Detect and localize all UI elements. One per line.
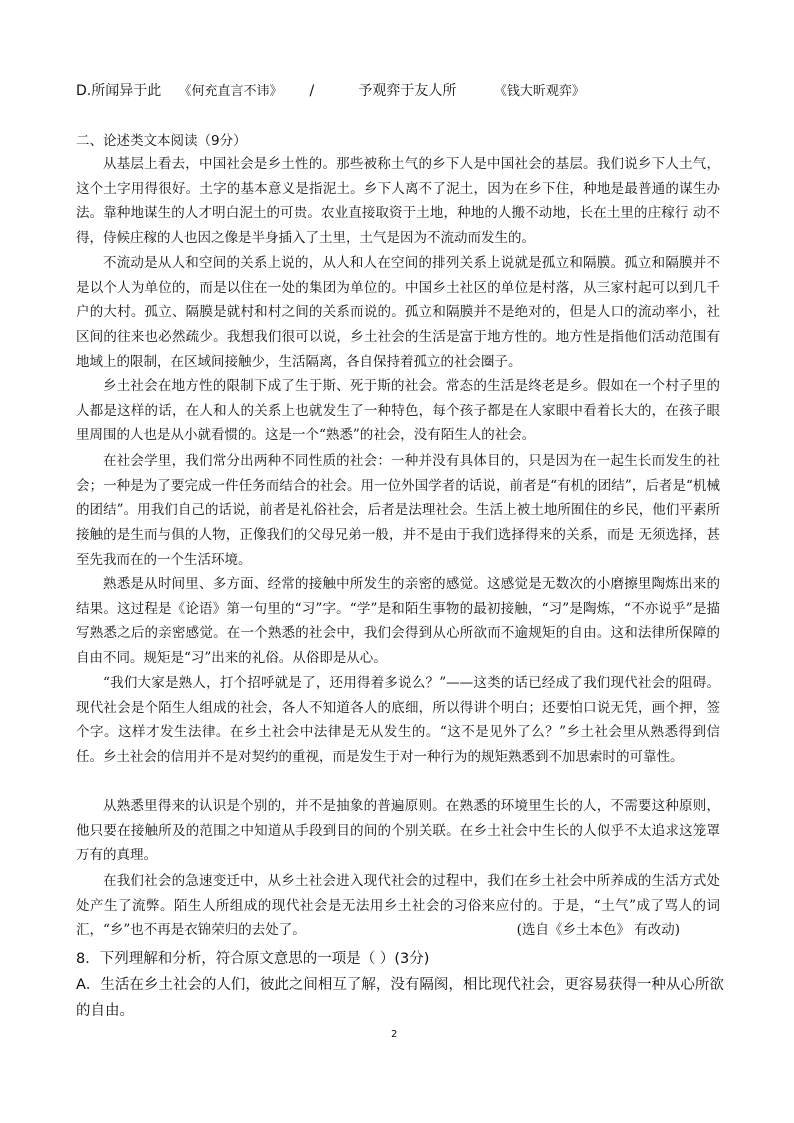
article-paragraph-2: 不流动是从人和空间的关系上说的，从人和人在空间的排列关系上说就是孤立和隔膜。孤立和隔膜并不是以个人为单位的，而是以住在一处的集团为单位的。中国乡土社区的单位是村落，从三家村起可以到几千户的大村。孤立、隔膜是就村和村之间的关系而说的。孤立和隔膜并不是绝对的，但是人口的流动率小，社区间的往来也必然疏少。我想我们很可以说，乡土社会的生活是富于地方性的。地方性是指他们活动范围有地域上的限制，在区域间接触少，生活隔离，各自保持着孤立的社会圈子。 xyxy=(76,255,720,370)
option-d-separator: / xyxy=(309,83,315,99)
option-d-line xyxy=(76,80,726,100)
option-d-source-2: 《钱大昕观弈》 xyxy=(493,84,585,99)
section-title: 二、论述类文本阅读（9分） xyxy=(76,133,247,149)
article-paragraph-4: 在社会学里，我们常分出两种不同性质的社会：一种并没有具体目的，只是因为在一起生长而发生的社会；一种是为了要完成一件任务而结合的社会。用一位外国学者的话说，前者是“有机的团结”，后者是“机械的团结”。用我们自己的话说，前者是礼俗社会，后者是法理社会。生活上被土地所囿住的乡民，他们平素所接触的是生而与俱的人物，正像我们的父母兄弟一般，并不是由于我们选择得来的关系，而是 无须选择，甚至先我而在的一个生活环境。 xyxy=(76,453,720,568)
article-paragraph-8-text: 在我们社会的急速变迁中，从乡土社会进入现代社会的过程中，我们在乡土社会中所养成的生活方式处处产生了流弊。陌生人所组成的现代社会是无法用乡土社会的习俗来应付的。于是，“土气”成了骂人的词汇，“乡”也不再是衣锦荣归的去处了。 xyxy=(76,873,720,939)
article-paragraph-6: “我们大家是熟人，打个招呼就是了，还用得着多说么？”——这类的话已经成了我们现代社会的阻碍。现代社会是个陌生人组成的社会，各人不知道各人的底细，所以得讲个明白；还要怕口说无凭，画个押，签个字。这样才发生法律。在乡土社会中法律是无从发生的。“这不是见外了么？”乡土社会里从熟悉得到信任。乡土社会的信用并不是对契约的重视，而是发生于对一种行为的规矩熟悉到不加思索时的可靠性。 xyxy=(76,675,720,766)
option-d-source-1: 《何充直言不讳》 xyxy=(178,84,283,99)
option-d-label: D.所闻异于此 xyxy=(76,83,162,99)
article-paragraph-5: 熟悉是从时间里、多方面、经常的接触中所发生的亲密的感觉。这感觉是无数次的小磨擦里陶炼出来的结果。这过程是《论语》第一句里的“习”字。“学”是和陌生事物的最初接触，“习”是陶炼，“不亦说乎”是描写熟悉之后的亲密感觉。在一个熟悉的社会中，我们会得到从心所欲而不逾规矩的自由。这和法律所保障的自由不同。规矩是“习”出来的礼俗。从俗即是从心。 xyxy=(76,576,720,667)
option-d-middle: 予观弈于友人所 xyxy=(358,83,457,99)
question-8-stem: 8．下列理解和分析，符合原文意思的一项是（ ）(3分) xyxy=(76,951,430,967)
article-source: (选自《乡土本色》 有改动) xyxy=(516,922,680,939)
question-8-option-a: A．生活在乡土社会的人们，彼此之间相互了解，没有隔阂，相比现代社会，更容易获得一种从心所欲的自由。 xyxy=(76,977,724,1019)
article-paragraph-8 xyxy=(76,869,720,943)
article-paragraph-1: 从基层上看去，中国社会是乡土性的。那些被称土气的乡下人是中国社会的基层。我们说乡下人土气，这个土字用得很好。土字的基本意义是指泥土。乡下人离不了泥土，因为在乡下住，种地是最普通的谋生办法。靠种地谋生的人才明白泥土的可贵。农业直接取资于土地，种地的人搬不动地，长在土里的庄稼行 动不得，侍候庄稼的人也因之像是半身插入了土里，土气是因为不流动而发生的。 xyxy=(76,156,720,247)
article-paragraph-7: 从熟悉里得来的认识是个别的，并不是抽象的普遍原则。在熟悉的环境里生长的人，不需要这种原则，他只要在接触所及的范围之中知道从手段到目的间的个别关联。在乡土社会中生长的人似乎不太追求这笼罩万有的真理。 xyxy=(76,798,720,864)
article-paragraph-3: 乡土社会在地方性的限制下成了生于斯、死于斯的社会。常态的生活是终老是乡。假如在一个村子里的人都是这样的话，在人和人的关系上也就发生了一种特色，每个孩子都是在人家眼中看着长大的，在孩子眼里周围的人也是从小就看惯的。这是一个“熟悉”的社会，没有陌生人的社会。 xyxy=(76,378,720,444)
page-number: 2 xyxy=(391,1029,398,1040)
